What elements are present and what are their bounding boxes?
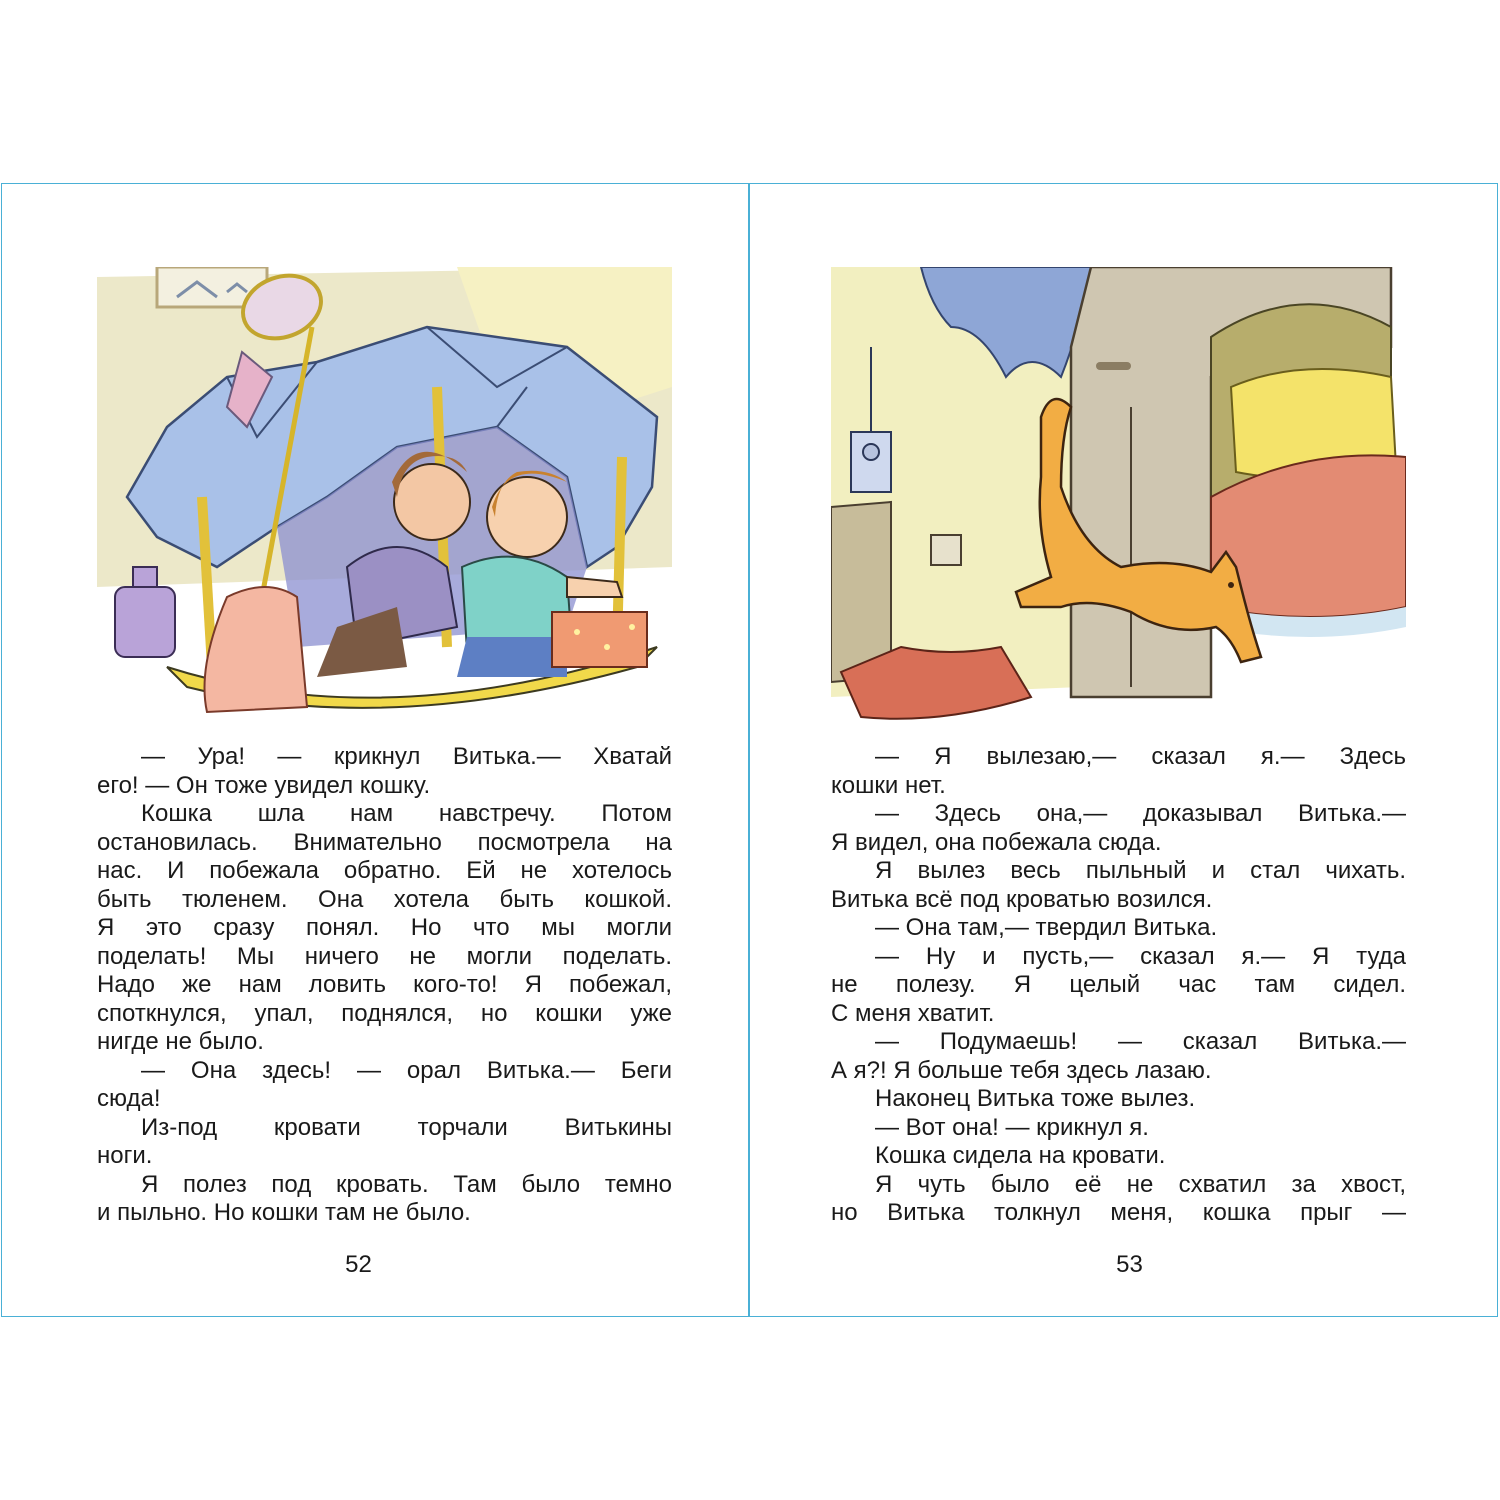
- text-line: остановилась. Внимательно посмотрела на: [97, 828, 672, 856]
- text-line: Из-под кровати торчали Витькины: [141, 1113, 672, 1141]
- text-line: кошки нет.: [831, 771, 946, 799]
- text-line: его! — Он тоже увидел кошку.: [97, 771, 431, 799]
- text-line: Я это сразу понял. Но что мы могли: [97, 914, 672, 941]
- text-line: С меня хватит.: [831, 999, 995, 1027]
- text-line: Я чуть было её не схватил за хвост,: [875, 1170, 1406, 1198]
- text-line: Кошка шла нам навстречу. Потом: [141, 800, 672, 827]
- text-line: Кошка сидела на кровати.: [875, 1142, 1166, 1169]
- text-line: — Я вылезаю,— сказал я.— Здесь: [875, 743, 1406, 770]
- page-number-right: 53: [1116, 1251, 1143, 1278]
- text-line: споткнулся, упал, поднялся, но кошки уже: [97, 999, 672, 1027]
- text-line: — Вот она! — крикнул я.: [875, 1113, 1149, 1141]
- text-line: нас. И побежала обратно. Ей не хотелось: [97, 857, 672, 884]
- left-page: [0, 183, 749, 1317]
- text-line: Витька всё под кроватью возился.: [831, 885, 1213, 913]
- text-line: А я?! Я больше тебя здесь лазаю.: [831, 1056, 1212, 1084]
- text-line: — Здесь она,— доказывал Витька.—: [875, 800, 1406, 827]
- illustration-boys-under-table-tent: [97, 267, 672, 725]
- text-line: Наконец Витька тоже вылез.: [875, 1085, 1196, 1112]
- text-line: Я полез под кровать. Там было темно: [141, 1170, 672, 1198]
- text-line: Я вылез весь пыльный и стал чихать.: [875, 857, 1406, 884]
- text-line: не полезу. Я целый час там сидел.: [831, 971, 1406, 998]
- right-page-text: [831, 743, 1406, 1228]
- text-line: поделать! Мы ничего не могли поделать.: [97, 942, 672, 970]
- text-line: Я видел, она побежала сюда.: [831, 828, 1162, 856]
- text-line: Надо же нам ловить кого-то! Я побежал,: [97, 971, 672, 998]
- text-line: и пыльно. Но кошки там не было.: [97, 1199, 471, 1226]
- text-line: — Она там,— твердил Витька.: [875, 914, 1218, 941]
- text-line: — Она здесь! — орал Витька.— Беги: [141, 1056, 672, 1084]
- text-line: быть тюленем. Она хотела быть кошкой.: [97, 885, 672, 913]
- text-line: — Ура! — крикнул Витька.— Хватай: [141, 743, 672, 770]
- text-line: сюда!: [97, 1085, 161, 1112]
- text-line: нигде не было.: [97, 1028, 264, 1055]
- page-number-left: 52: [345, 1251, 372, 1278]
- left-page-text: [97, 743, 672, 1228]
- text-line: ноги.: [97, 1142, 153, 1169]
- text-line: но Витька толкнул меня, кошка прыг —: [831, 1199, 1406, 1226]
- right-page: [750, 183, 1499, 1317]
- text-line: — Ну и пусть,— сказал я.— Я туда: [875, 942, 1406, 970]
- text-line: — Подумаешь! — сказал Витька.—: [875, 1028, 1406, 1055]
- illustration-cat-jumping-from-bed: [831, 267, 1406, 725]
